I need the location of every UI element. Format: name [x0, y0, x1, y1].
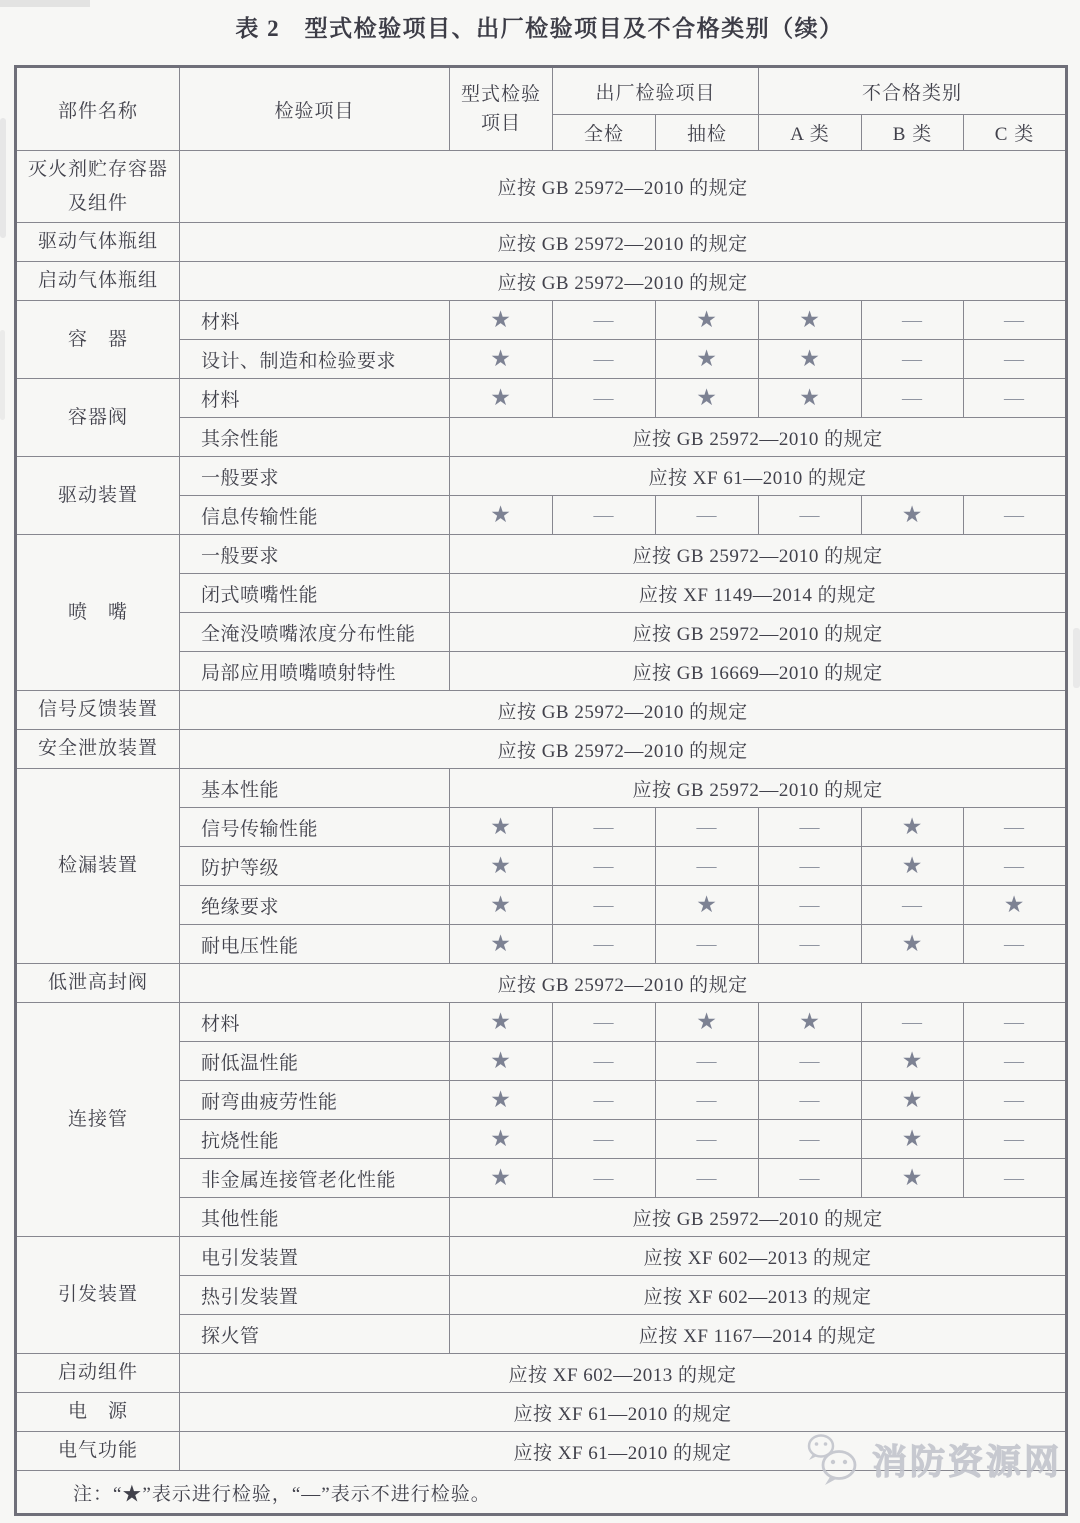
component-name-line: 电 源 [67, 1401, 128, 1423]
component-name-line: 信号反馈装置 [37, 699, 158, 721]
table-row [16, 262, 1067, 301]
regulation-note: 应按 GB 25972—2010 的规定 [450, 613, 1067, 652]
component-name [16, 1432, 180, 1471]
star-mark: ★ [656, 1003, 759, 1042]
regulation-note: 应按 XF 61—2010 的规定 [180, 1393, 1067, 1432]
col-header-sample-check: 抽检 [656, 115, 759, 151]
inspection-table [14, 65, 1068, 1516]
table-row [16, 1237, 1067, 1276]
dash-mark: — [964, 808, 1067, 847]
table-row [16, 301, 1067, 340]
regulation-note: 应按 GB 25972—2010 的规定 [450, 1198, 1067, 1237]
component-name [16, 457, 180, 535]
dash-mark: — [553, 1120, 656, 1159]
dash-mark: — [964, 1003, 1067, 1042]
star-mark: ★ [862, 808, 964, 847]
star-mark: ★ [656, 379, 759, 418]
regulation-note: 应按 GB 25972—2010 的规定 [180, 223, 1067, 262]
star-mark: ★ [450, 379, 553, 418]
table-row [16, 223, 1067, 262]
component-name [16, 535, 180, 691]
component-name-line: 电气功能 [57, 1440, 138, 1462]
component-name-line: 启动组件 [57, 1362, 138, 1384]
component-name-line: 启动气体瓶组 [37, 270, 158, 292]
dash-mark: — [553, 808, 656, 847]
component-name [16, 379, 180, 457]
col-header-full-check: 全检 [553, 115, 656, 151]
dash-mark: — [553, 847, 656, 886]
dash-mark: — [553, 496, 656, 535]
dash-mark: — [964, 1081, 1067, 1120]
table-title: 表 2 型式检验项目、出厂检验项目及不合格类别（续） [235, 16, 844, 41]
dash-mark: — [656, 1042, 759, 1081]
star-mark: ★ [656, 301, 759, 340]
inspection-item: 一般要求 [180, 457, 450, 496]
dash-mark: — [759, 847, 862, 886]
inspection-item: 热引发装置 [180, 1276, 450, 1315]
star-mark: ★ [450, 925, 553, 964]
star-mark: ★ [759, 379, 862, 418]
dash-mark: — [964, 847, 1067, 886]
dash-mark: — [553, 301, 656, 340]
dash-mark: — [862, 1003, 964, 1042]
dash-mark: — [759, 886, 862, 925]
dash-mark: — [553, 925, 656, 964]
regulation-note: 应按 GB 25972—2010 的规定 [450, 769, 1067, 808]
dash-mark: — [553, 886, 656, 925]
inspection-item: 抗烧性能 [180, 1120, 450, 1159]
component-name [16, 691, 180, 730]
inspection-item: 信号传输性能 [180, 808, 450, 847]
table-row [16, 535, 1067, 574]
inspection-item: 非金属连接管老化性能 [180, 1159, 450, 1198]
star-mark: ★ [450, 1159, 553, 1198]
col-header-class-b: B 类 [862, 115, 964, 151]
inspection-item: 耐低温性能 [180, 1042, 450, 1081]
dash-mark: — [656, 1159, 759, 1198]
star-mark: ★ [759, 340, 862, 379]
inspection-item: 绝缘要求 [180, 886, 450, 925]
star-mark: ★ [862, 1042, 964, 1081]
table-footer [16, 1471, 1067, 1515]
dash-mark: — [759, 1081, 862, 1120]
dash-mark: — [964, 1120, 1067, 1159]
star-mark: ★ [759, 1003, 862, 1042]
inspection-item: 全淹没喷嘴浓度分布性能 [180, 613, 450, 652]
star-mark: ★ [759, 301, 862, 340]
dash-mark: — [862, 301, 964, 340]
dash-mark: — [656, 496, 759, 535]
dash-mark: — [964, 496, 1067, 535]
inspection-item: 其他性能 [180, 1198, 450, 1237]
col-header-component: 部件名称 [16, 67, 180, 151]
star-mark: ★ [862, 1120, 964, 1159]
col-header-class-c: C 类 [964, 115, 1067, 151]
dash-mark: — [759, 496, 862, 535]
regulation-note: 应按 GB 25972—2010 的规定 [180, 691, 1067, 730]
regulation-note: 应按 GB 25972—2010 的规定 [180, 964, 1067, 1003]
star-mark: ★ [450, 886, 553, 925]
dash-mark: — [862, 379, 964, 418]
component-name-line: 喷 嘴 [67, 601, 128, 623]
col-header-type-test [450, 67, 553, 151]
table-row [16, 691, 1067, 730]
star-mark: ★ [656, 340, 759, 379]
regulation-note: 应按 GB 25972—2010 的规定 [180, 730, 1067, 769]
component-name [16, 769, 180, 964]
table-row [16, 730, 1067, 769]
watermark-text: 消防资源网 [871, 1443, 1062, 1482]
dash-mark: — [553, 340, 656, 379]
dash-mark: — [964, 1159, 1067, 1198]
dash-mark: — [964, 340, 1067, 379]
dash-mark: — [656, 925, 759, 964]
component-name [16, 151, 180, 223]
table-row [16, 769, 1067, 808]
star-mark: ★ [964, 886, 1067, 925]
star-mark: ★ [862, 496, 964, 535]
table-row [16, 964, 1067, 1003]
dash-mark: — [553, 1042, 656, 1081]
table-body [16, 151, 1067, 1471]
component-name-line: 引发装置 [57, 1284, 138, 1306]
star-mark: ★ [450, 1120, 553, 1159]
col-header-factory-test: 出厂检验项目 [553, 67, 759, 115]
header-row-1 [16, 67, 1067, 115]
dash-mark: — [656, 1081, 759, 1120]
regulation-note: 应按 XF 602—2013 的规定 [450, 1276, 1067, 1315]
scan-artifact [0, 0, 90, 7]
inspection-item: 耐弯曲疲劳性能 [180, 1081, 450, 1120]
dash-mark: — [862, 886, 964, 925]
component-name-line: 容器阀 [67, 406, 128, 428]
dash-mark: — [553, 1081, 656, 1120]
star-mark: ★ [450, 1042, 553, 1081]
inspection-item: 设计、制造和检验要求 [180, 340, 450, 379]
star-mark: ★ [656, 886, 759, 925]
regulation-note: 应按 XF 1149—2014 的规定 [450, 574, 1067, 613]
star-mark: ★ [450, 1003, 553, 1042]
component-name [16, 262, 180, 301]
regulation-note: 应按 GB 25972—2010 的规定 [180, 151, 1067, 223]
regulation-note: 应按 XF 602—2013 的规定 [180, 1354, 1067, 1393]
inspection-item: 耐电压性能 [180, 925, 450, 964]
inspection-item: 其余性能 [180, 418, 450, 457]
dash-mark: — [759, 1159, 862, 1198]
table-row [16, 1432, 1067, 1471]
table-row [16, 1003, 1067, 1042]
star-mark: ★ [862, 847, 964, 886]
component-name [16, 964, 180, 1003]
component-name-line: 安全泄放装置 [37, 738, 158, 760]
star-mark: ★ [450, 496, 553, 535]
component-name-line: 容 器 [67, 328, 128, 350]
regulation-note: 应按 XF 61—2010 的规定 [450, 457, 1067, 496]
dash-mark: — [964, 925, 1067, 964]
table-row [16, 1393, 1067, 1432]
scan-artifact [0, 118, 6, 238]
dash-mark: — [759, 1042, 862, 1081]
inspection-item: 一般要求 [180, 535, 450, 574]
regulation-note: 应按 GB 16669—2010 的规定 [450, 652, 1067, 691]
star-mark: ★ [450, 1081, 553, 1120]
regulation-note: 应按 GB 25972—2010 的规定 [180, 262, 1067, 301]
star-mark: ★ [450, 808, 553, 847]
inspection-item: 闭式喷嘴性能 [180, 574, 450, 613]
star-mark: ★ [862, 1081, 964, 1120]
component-name-line: 驱动气体瓶组 [37, 231, 158, 253]
component-name-line: 及组件 [67, 192, 128, 214]
dash-mark: — [656, 808, 759, 847]
dash-mark: — [553, 1003, 656, 1042]
component-name [16, 223, 180, 262]
component-name [16, 1237, 180, 1354]
inspection-item: 基本性能 [180, 769, 450, 808]
inspection-item: 材料 [180, 301, 450, 340]
scan-artifact [0, 330, 5, 420]
col-header-class-a: A 类 [759, 115, 862, 151]
regulation-note: 应按 GB 25972—2010 的规定 [450, 418, 1067, 457]
component-name [16, 1003, 180, 1237]
dash-mark: — [553, 379, 656, 418]
table-row [16, 379, 1067, 418]
inspection-item: 防护等级 [180, 847, 450, 886]
table-row [16, 151, 1067, 223]
star-mark: ★ [450, 301, 553, 340]
component-name-line: 驱动装置 [57, 484, 138, 506]
dash-mark: — [656, 847, 759, 886]
component-name-line: 灭火剂贮存容器 [27, 159, 168, 181]
regulation-note: 应按 XF 1167—2014 的规定 [450, 1315, 1067, 1354]
table-footnote: 注：“★”表示进行检验，“—”表示不进行检验。 [16, 1471, 1067, 1515]
inspection-item: 信息传输性能 [180, 496, 450, 535]
star-mark: ★ [862, 925, 964, 964]
dash-mark: — [553, 1159, 656, 1198]
star-mark: ★ [450, 340, 553, 379]
dash-mark: — [964, 379, 1067, 418]
component-name-line: 检漏装置 [57, 855, 138, 877]
footnote-row [16, 1471, 1067, 1515]
inspection-item: 电引发装置 [180, 1237, 450, 1276]
col-header-item: 检验项目 [180, 67, 450, 151]
dash-mark: — [759, 1120, 862, 1159]
component-name [16, 301, 180, 379]
component-name [16, 730, 180, 769]
col-header-type-test-line2: 项目 [480, 113, 521, 134]
component-name-line: 低泄高封阀 [47, 972, 148, 994]
regulation-note: 应按 XF 61—2010 的规定 [180, 1432, 1067, 1471]
col-header-defect-class: 不合格类别 [759, 67, 1067, 115]
component-name [16, 1354, 180, 1393]
scan-artifact [1073, 628, 1080, 688]
regulation-note: 应按 XF 602—2013 的规定 [450, 1237, 1067, 1276]
table-row [16, 1354, 1067, 1393]
dash-mark: — [759, 925, 862, 964]
inspection-item: 探火管 [180, 1315, 450, 1354]
dash-mark: — [964, 301, 1067, 340]
inspection-item: 局部应用喷嘴喷射特性 [180, 652, 450, 691]
component-name-line: 连接管 [67, 1108, 128, 1130]
star-mark: ★ [450, 847, 553, 886]
table-header [16, 67, 1067, 151]
table-row [16, 457, 1067, 496]
dash-mark: — [759, 808, 862, 847]
star-mark: ★ [862, 1159, 964, 1198]
component-name [16, 1393, 180, 1432]
dash-mark: — [862, 340, 964, 379]
dash-mark: — [656, 1120, 759, 1159]
dash-mark: — [964, 1042, 1067, 1081]
inspection-item: 材料 [180, 1003, 450, 1042]
col-header-type-test-line1: 型式检验 [460, 83, 541, 105]
regulation-note: 应按 GB 25972—2010 的规定 [450, 535, 1067, 574]
inspection-item: 材料 [180, 379, 450, 418]
